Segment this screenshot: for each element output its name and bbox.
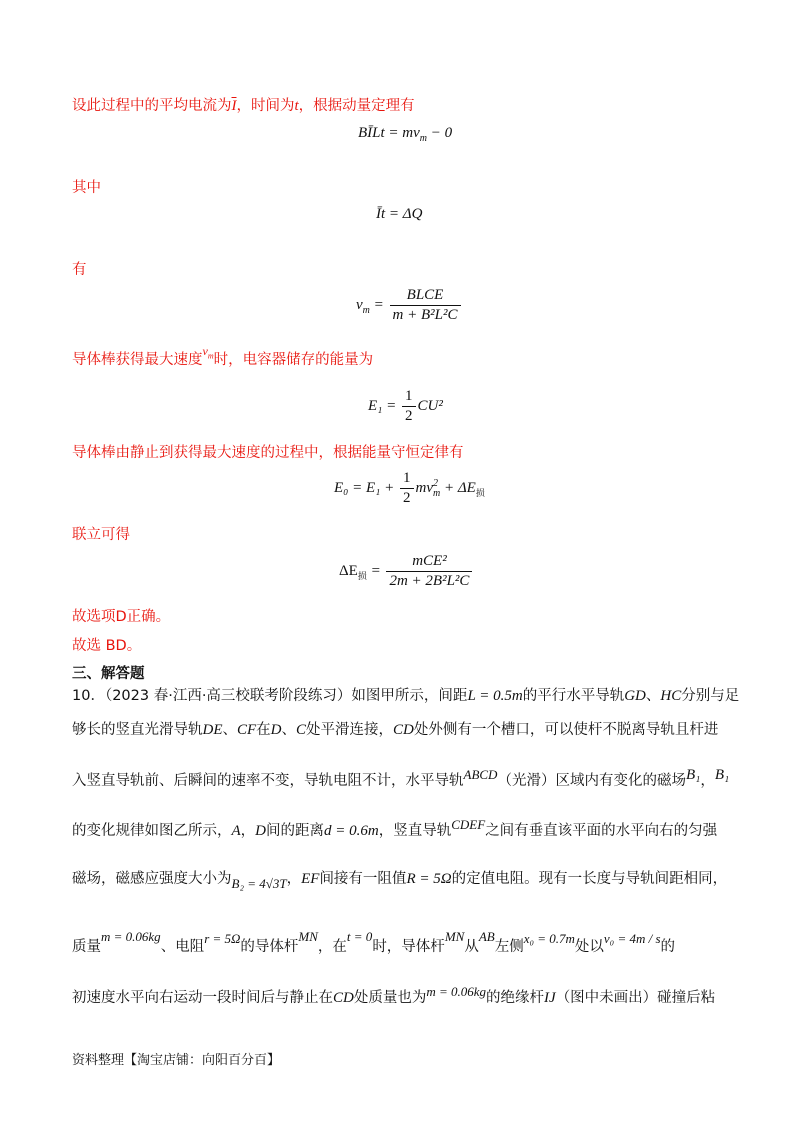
text: ，根据动量定理有 — [298, 98, 415, 114]
eq-sub: m — [419, 133, 428, 144]
text: ，时间为 — [236, 98, 295, 114]
solution-line-1 — [72, 96, 415, 116]
problem-line-3: 入竖直导轨前、后瞬间的速率不变，导轨电阻不计，水平导轨ABCD（光滑）区域内有变化的磁场B₁，B₁ — [72, 767, 730, 789]
problem-line-2: 够长的竖直光滑导轨DE、CF在D、C处平滑连接，CD处外侧有一个槽口，可以使杆不脱离导轨且杆进 — [72, 722, 719, 738]
numerator: 1 — [400, 470, 414, 489]
equation-vmax: $v_m$ = $\frac{\text{BLCE}}{\text{m + B²L²C}}$ — [356, 287, 463, 324]
eq-subsup: 2 m — [433, 477, 441, 499]
solution-line-2: 其中 — [72, 180, 101, 196]
solution-line-6: 联立可得 — [72, 527, 130, 543]
denominator: 2 — [403, 490, 411, 506]
problem-line-5: 磁场，磁感应强度大小为B₂ = 4√3T，EF间接有一阻值R = 5Ω的定值电阻。现有一长度与导轨间距相同， — [72, 871, 728, 891]
eq-text: v — [356, 296, 363, 313]
eq-text: E₀ = E₁ + — [334, 479, 395, 496]
numerator: 1 — [402, 388, 416, 407]
fraction — [386, 553, 472, 590]
eq-text: + ΔE — [440, 479, 476, 496]
equation-loss: $\Delta E_损$ = $\frac{\text{mCE²}}{\text{2m + 2B²L²C}}$ — [339, 553, 474, 590]
equation-capacitor-energy — [368, 388, 443, 425]
problem-line-7: 初速度水平向右运动一段时间后与静止在CD处质量也为m = 0.06kg的绝缘杆IJ（图中未画出）碰撞后粘 — [72, 984, 716, 1006]
solution-line-7: 故选项D正确。 — [72, 609, 171, 625]
time-symbol: t — [294, 98, 299, 114]
footer-source: 资料整理【淘宝店铺：向阳百分百】 — [72, 1053, 281, 1068]
solution-line-5: 导体棒由静止到获得最大速度的过程中，根据能量守恒定律有 — [72, 445, 464, 461]
eq-text: ΔE — [339, 562, 358, 579]
vm-symbol: vm — [202, 344, 214, 361]
eq-sub: 损 — [475, 487, 485, 498]
equation-energy-conservation — [334, 470, 485, 507]
equation-charge: Īt = ΔQ — [376, 206, 423, 222]
problem-line-6: 质量m = 0.06kg、电阻r = 5Ω的导体杆MN，在t = 0时，导体杆MN从AB左侧x₀ = 0.7m处以v₀ = 4m / s的 — [72, 929, 676, 955]
solution-line-3: 有 — [72, 262, 87, 278]
problem-line-1: 10．（2023 春·江西·高三校联考阶段练习）如图甲所示，间距L = 0.5m的平行水平导轨GD、HC分别与足 — [72, 688, 740, 704]
solution-line-4 — [72, 344, 374, 375]
fraction — [390, 287, 461, 324]
eq-text: mv — [415, 479, 433, 496]
text: 设此过程中的平均电流为 — [72, 98, 232, 114]
numerator: mCE² — [386, 553, 472, 572]
denominator: 2m + 2B²L²C — [389, 573, 470, 589]
eq-text: E₁ = — [368, 397, 397, 414]
eq-text: CU² — [417, 397, 443, 414]
eq-sub: m — [362, 304, 370, 316]
denominator: 2 — [405, 408, 413, 424]
fraction — [400, 470, 414, 507]
avg-current-symbol: $\overline{I}$ — [231, 98, 237, 114]
fraction — [402, 388, 416, 425]
problem-line-4: 的变化规律如图乙所示，A，D间的距离d = 0.6m，竖直导轨CDEF之间有垂直该平面的水平向右的匀强 — [72, 817, 718, 839]
eq-text: − 0 — [427, 125, 453, 141]
text: 时，电容器储存的能量为 — [213, 352, 374, 368]
equation-momentum — [358, 125, 452, 144]
solution-line-8: 故选 BD。 — [72, 638, 142, 654]
numerator: BLCE — [390, 287, 461, 306]
eq-text: BĪLt = mv — [358, 125, 420, 141]
section-heading: 三、解答题 — [72, 666, 145, 682]
text: 导体棒获得最大速度 — [72, 352, 203, 368]
eq-sub: 损 — [357, 570, 367, 581]
denominator: m + B²L²C — [392, 307, 458, 323]
